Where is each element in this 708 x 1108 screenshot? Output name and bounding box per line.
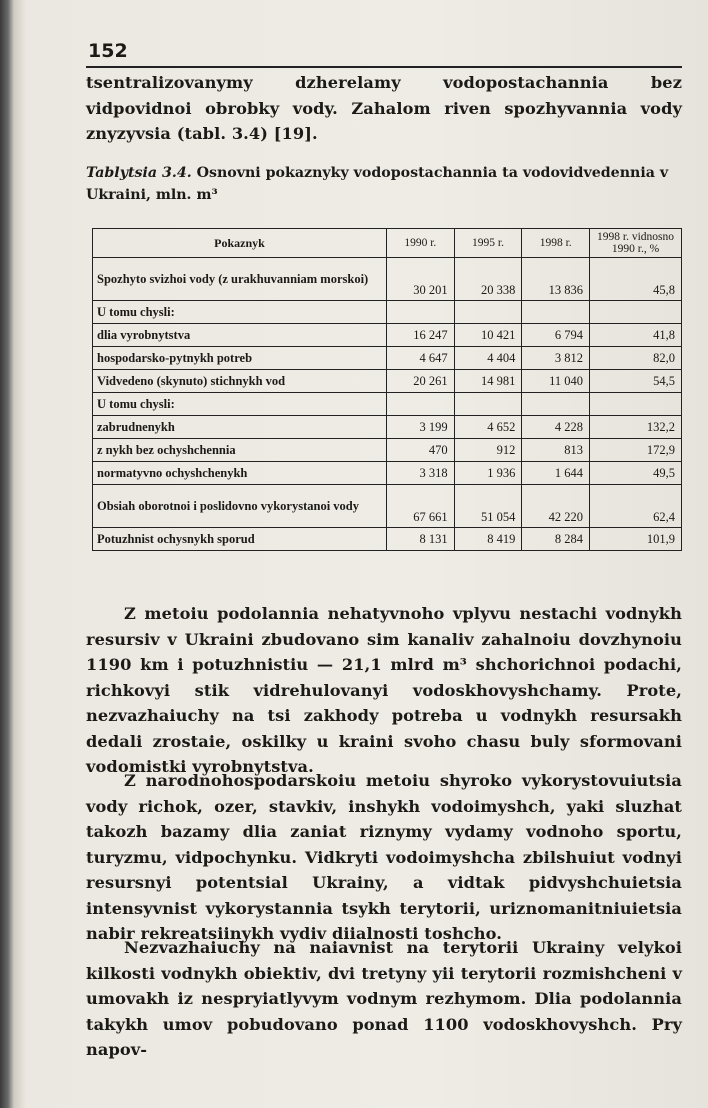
cell-1995: 14 981 [454,370,522,393]
row-name: Vidvedeno (skynuto) stichnykh vod [93,370,387,393]
cell-1995: 8 419 [454,528,522,551]
cell-1995: 51 054 [454,485,522,528]
header-1998: 1998 r. [522,229,590,258]
table-row [93,485,682,528]
row-name: Potuzhnist ochysnykh sporud [93,528,387,551]
row-name: Obsiah oborotnoi i poslidovno vykorystanoi vody [93,485,387,528]
cell-ratio: 62,4 [590,485,682,528]
cell-1990: 8 131 [386,528,454,551]
cell-1998 [522,301,590,324]
cell-ratio [590,301,682,324]
cell-ratio [590,393,682,416]
table-caption [86,162,682,206]
cell-1995: 4 652 [454,416,522,439]
table-row [93,416,682,439]
cell-1998: 4 228 [522,416,590,439]
cell-1990: 470 [386,439,454,462]
row-name: Spozhyto svizhoi vody (z urakhuvanniam morskoi) [93,258,387,301]
table-row [93,301,682,324]
row-name: normatyvno ochyshchenykh [93,462,387,485]
cell-ratio: 41,8 [590,324,682,347]
table-caption-label: Tablytsia 3.4. [86,165,192,181]
table-row [93,462,682,485]
row-name: hospodarsko-pytnykh potreb [93,347,387,370]
table-caption-text: Osnovni pokaznyky vodopostachannia ta vodovidvedennia v Ukraini, mln. m³ [86,165,669,203]
cell-ratio: 101,9 [590,528,682,551]
cell-1998: 8 284 [522,528,590,551]
body-paragraph: Z narodnohospodarskoiu metoiu shyroko vykorystovuiutsia vody richok, ozer, stavkiv, inshykh vodoimyshch, yaki sluzhat takozh bazamy dlia zaniat riznymy vydamy vodnoho sportu, turyzmu, vidpochynku. Vidkryti vodoimyshcha zbilshuiut vodnyi resursnyi potentsial Ukrainy, a vidtak pidvyshchuietsia intensyvnist vykorystannia tsykh terytorii, uriznomanitniuietsia nabir rekreatsiinykh vydiv diialnosti toshcho. [86,771,682,943]
cell-ratio: 172,9 [590,439,682,462]
cell-1990 [386,393,454,416]
table-row [93,258,682,301]
cell-1990: 4 647 [386,347,454,370]
table-row [93,324,682,347]
cell-1990 [386,301,454,324]
cell-1998: 6 794 [522,324,590,347]
cell-1990: 30 201 [386,258,454,301]
cell-1990: 3 199 [386,416,454,439]
cell-ratio: 45,8 [590,258,682,301]
cell-1998 [522,393,590,416]
cell-1995 [454,301,522,324]
water-supply-table [92,228,682,551]
cell-1998: 13 836 [522,258,590,301]
row-name: zabrudnenykh [93,416,387,439]
cell-1990: 67 661 [386,485,454,528]
intro-paragraph: tsentralizovanymy dzherelamy vodopostachannia bez vidpovidnoi obrobky vody. Zahalom riven spozhyvannia vody znyzyvsia (tabl. 3.4) [19]. [86,73,682,143]
cell-1998: 42 220 [522,485,590,528]
cell-ratio: 82,0 [590,347,682,370]
header-rule [86,66,682,68]
cell-1995: 10 421 [454,324,522,347]
cell-1990: 3 318 [386,462,454,485]
cell-1990: 16 247 [386,324,454,347]
row-name: dlia vyrobnytstva [93,324,387,347]
cell-1995 [454,393,522,416]
cell-ratio: 54,5 [590,370,682,393]
table-row [93,439,682,462]
cell-1995: 1 936 [454,462,522,485]
page-number: 152 [88,40,128,62]
cell-1998: 3 812 [522,347,590,370]
row-name: U tomu chysli: [93,393,387,416]
body-paragraph: Nezvazhaiuchy na naiavnist na terytorii Ukrainy velykoi kilkosti vodnykh obiektiv, dvi tretyny yii terytorii rozmishcheni v umovakh iz nespryiatlyvym vodnym rezhymom. Dlia podolannia takykh umov pobudovano ponad 1100 vodoskhovyshch. Pry napov- [86,938,682,1059]
table-row [93,393,682,416]
water-supply-table-container [92,228,682,551]
header-1995: 1995 r. [454,229,522,258]
row-name: z nykh bez ochyshchennia [93,439,387,462]
table-header-row [93,229,682,258]
cell-1998: 11 040 [522,370,590,393]
cell-1990: 20 261 [386,370,454,393]
header-indicator: Pokaznyk [93,229,387,258]
cell-1998: 813 [522,439,590,462]
cell-1995: 4 404 [454,347,522,370]
cell-1995: 20 338 [454,258,522,301]
header-1990: 1990 r. [386,229,454,258]
body-paragraph: Z metoiu podolannia nehatyvnoho vplyvu nestachi vodnykh resursiv v Ukraini zbudovano sim kanaliv zahalnoiu dovzhynoiu 1190 km i potuzhnistiu — 21,1 mlrd m³ shchorichnoi podachi, richkovyi stik vidrehulovanyi vodoskhovyshchamy. Prote, nezvazhaiuchy na tsi zakhody potreba u vodnykh resursakh dedali zrostaie, oskilky u kraini svoho chasu buly sformovani vodomistki vyrobnytstva. [86,604,682,776]
cell-ratio: 49,5 [590,462,682,485]
table-row [93,370,682,393]
cell-1995: 912 [454,439,522,462]
row-name: U tomu chysli: [93,301,387,324]
table-row [93,528,682,551]
cell-1998: 1 644 [522,462,590,485]
header-ratio: 1998 r. vidnosno 1990 r., % [590,229,682,258]
table-row [93,347,682,370]
cell-ratio: 132,2 [590,416,682,439]
